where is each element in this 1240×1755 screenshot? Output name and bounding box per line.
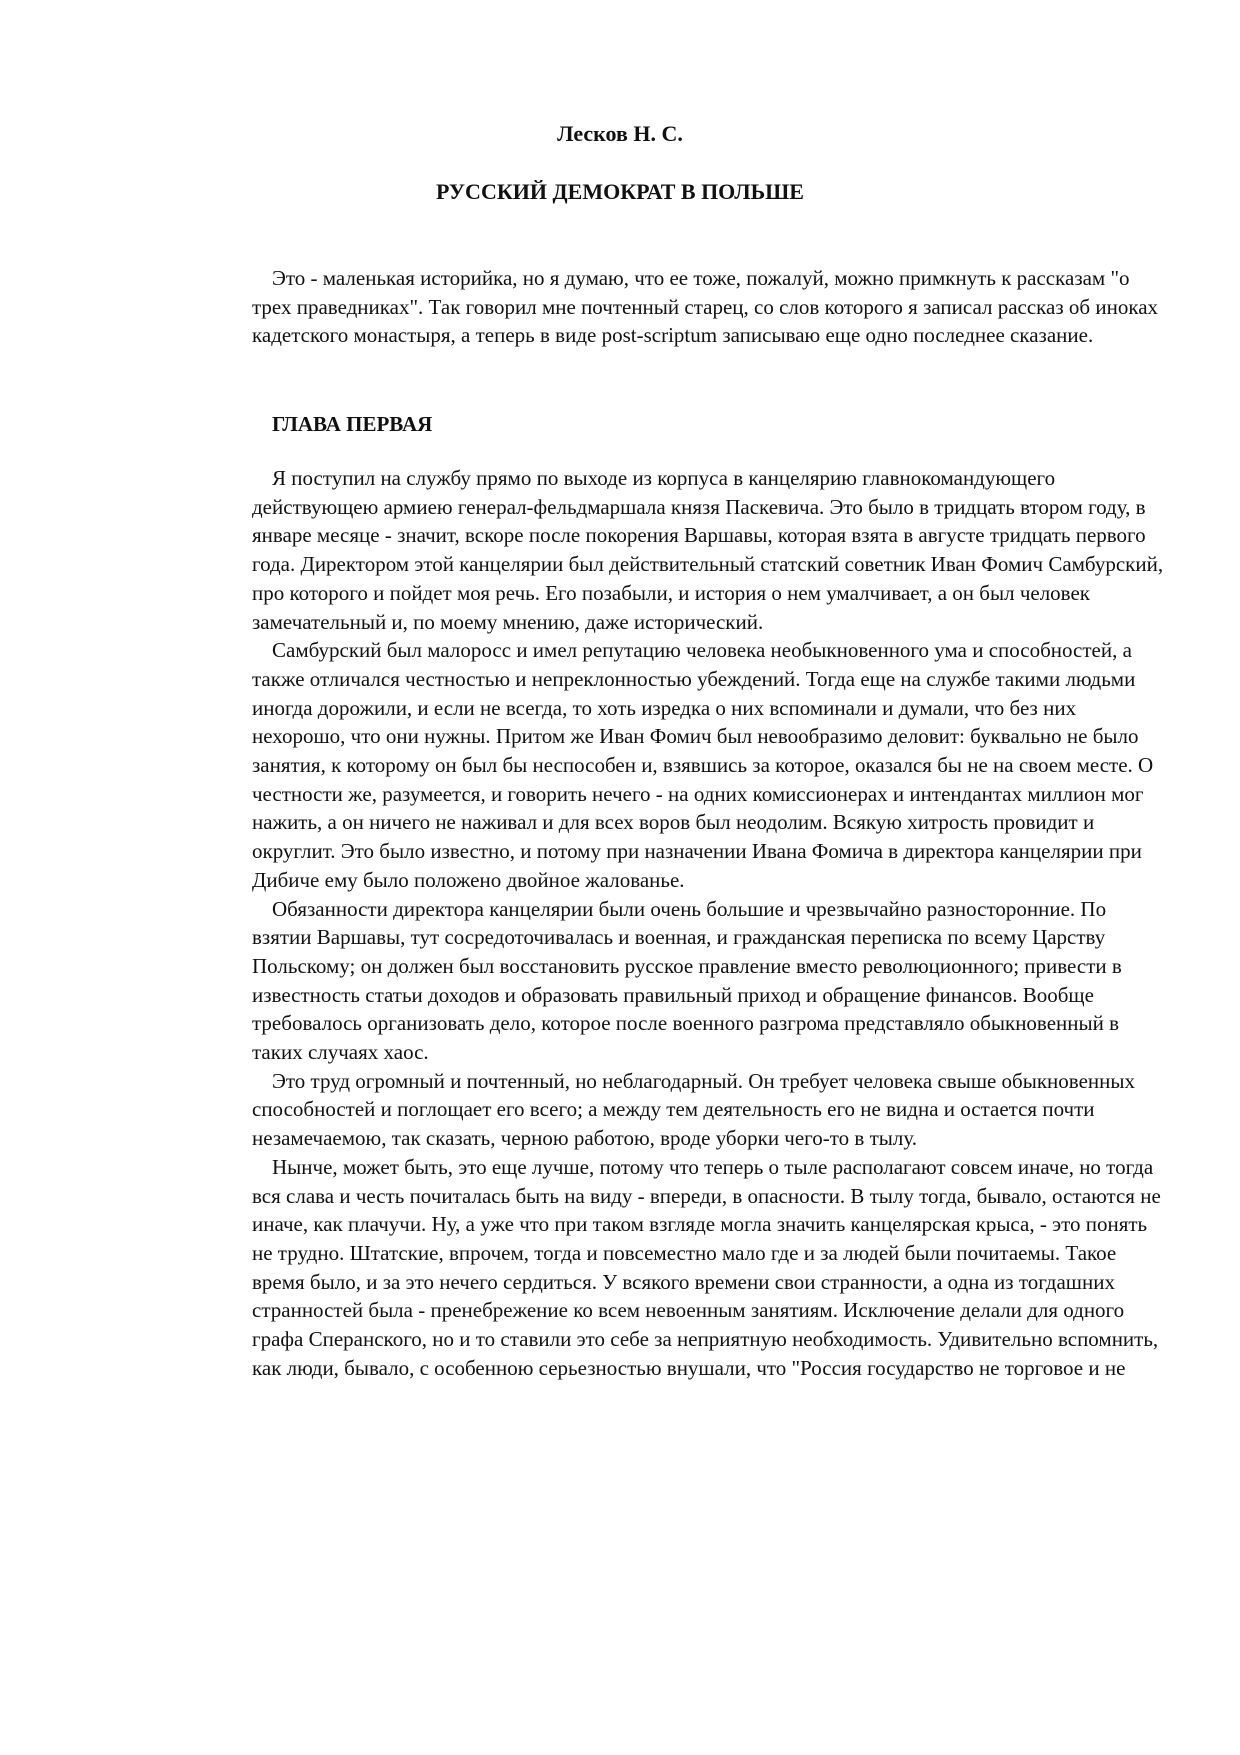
chapter-body [252,464,1164,1383]
author-name: Лесков Н. С. [557,121,683,146]
intro-paragraph: Это - маленькая историйка, но я думаю, что ее тоже, пожалуй, можно примкнуть к рассказам "о трех праведниках". Так говорил мне почтенный старец, со слов которого я записал рассказ об иноках кадетского монастыря, а теперь в виде post-scriptum записываю еще одно последнее сказание. [252,266,1159,348]
paragraph: Нынче, может быть, это еще лучше, потому что теперь о тыле располагают совсем иначе, но тогда вся слава и честь почиталась быть на виду - впереди, в опасности. В тылу тогда, бывало, остаются не иначе, как плачучи. Ну, а уже что при таком взгляде могла значить канцелярская крыса, - это понять не трудно. Штатские, впрочем, тогда и повсеместно мало где и за людей были почитаемы. Такое время было, и за это нечего сердиться. У всякого времени свои странности, а одна из тогдашних странностей была - пренебрежение ко всем невоенным занятиям. Исключение делали для одного графа Сперанского, но и то ставили это себе за неприятную необходимость. Удивительно вспомнить, как люди, бывало, с особенною серьезностью внушали, что "Россия государство не торговое и не [252,1154,1161,1380]
document-title: РУССКИЙ ДЕМОКРАТ В ПОЛЬШЕ [436,179,804,204]
paragraph: Это труд огромный и почтенный, но неблагодарный. Он требует человека свыше обыкновенных способностей и поглощает его всего; а между тем деятельность его не видна и остается почти незамечаемою, так сказать, черною работою, вроде уборки чего-то в тылу. [252,1068,1135,1151]
chapter-heading: ГЛАВА ПЕРВАЯ [272,412,433,436]
paragraph: Я поступил на службу прямо по выходе из корпуса в канцелярию главнокомандующего действующею армиею генерал-фельдмаршала князя Паскевича. Это было в тридцать втором году, в январе месяце - значит, вскоре после покорения Варшавы, которая взята в августе тридцать первого года. Директором этой канцелярии был действительный статский советник Иван Фомич Самбурский, про которого и пойдет моя речь. Его позабыли, и история о нем умалчивает, а он был человек замечательный и, по моему мнению, даже исторический. [252,466,1164,634]
paragraph: Обязанности директора канцелярии были очень большие и чрезвычайно разносторонние. По взятии Варшавы, тут сосредоточивалась и военная, и гражданская переписка по всему Царству Польскому; он должен был восстановить русское правление вместо революционного; привести в известность статьи доходов и образовать правильный приход и обращение финансов. Вообще требовалось организовать дело, которое после военного разгрома представляло обыкновенный в таких случаях хаос. [252,896,1122,1065]
paragraph: Самбурский был малоросс и имел репутацию человека необыкновенного ума и способностей, а также отличался честностью и непреклонностью убеждений. Тогда еще на службе такими людьми иногда дорожили, и если не всегда, то хоть изредка о них вспоминали и думали, что без них нехорошо, что они нужны. Притом же Иван Фомич был невообразимо деловит: буквально не было занятия, к которому он был бы неспособен и, взявшись за которое, оказался бы не на своем месте. О честности же, разумеется, и говорить нечего - на одних комиссионерах и интендантах миллион мог нажить, а он ничего не наживал и для всех воров был неодолим. Всякую хитрость провидит и округлит. Это было известно, и потому при назначении Ивана Фомича в директора канцелярии при Дибиче ему было положено двойное жалованье. [252,638,1154,892]
